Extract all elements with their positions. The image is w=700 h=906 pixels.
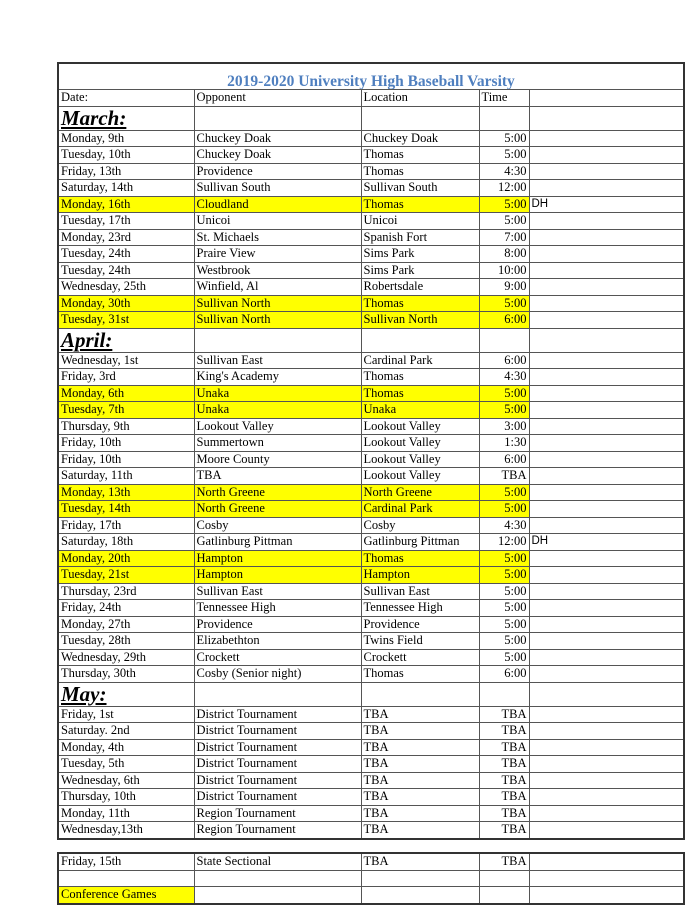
table-row	[58, 649, 684, 666]
game-date: Monday, 27th	[58, 616, 194, 633]
game-date: Thursday, 23rd	[58, 583, 194, 600]
game-location: Thomas	[361, 369, 479, 386]
game-note	[529, 583, 684, 600]
game-opponent: North Greene	[194, 501, 361, 518]
header-notes	[529, 90, 684, 107]
game-opponent: Sullivan North	[194, 295, 361, 312]
table-row	[58, 853, 684, 870]
game-note	[529, 213, 684, 230]
game-time: 5:00	[479, 583, 529, 600]
game-note	[529, 229, 684, 246]
table-row	[58, 130, 684, 147]
game-time: TBA	[479, 723, 529, 740]
game-location: TBA	[361, 756, 479, 773]
game-note	[529, 435, 684, 452]
game-opponent: Unaka	[194, 402, 361, 419]
game-note	[529, 501, 684, 518]
header-time: Time	[479, 90, 529, 107]
game-opponent: King's Academy	[194, 369, 361, 386]
game-date: Saturday, 18th	[58, 534, 194, 551]
game-opponent: Providence	[194, 163, 361, 180]
game-time: TBA	[479, 739, 529, 756]
game-opponent: District Tournament	[194, 772, 361, 789]
game-opponent: Unaka	[194, 385, 361, 402]
game-note	[529, 649, 684, 666]
game-date: Monday, 30th	[58, 295, 194, 312]
game-note	[529, 484, 684, 501]
table-row	[58, 666, 684, 683]
table-row	[58, 402, 684, 419]
game-note	[529, 550, 684, 567]
game-date: Monday, 13th	[58, 484, 194, 501]
game-date: Tuesday, 31st	[58, 312, 194, 329]
game-time: 5:00	[479, 633, 529, 650]
game-opponent: Westbrook	[194, 262, 361, 279]
game-location: Spanish Fort	[361, 229, 479, 246]
game-opponent: Chuckey Doak	[194, 147, 361, 164]
game-note	[529, 385, 684, 402]
game-opponent: Sullivan North	[194, 312, 361, 329]
game-time: 5:00	[479, 402, 529, 419]
game-opponent: District Tournament	[194, 756, 361, 773]
game-location: Chuckey Doak	[361, 130, 479, 147]
game-time: 9:00	[479, 279, 529, 296]
game-time: 3:00	[479, 418, 529, 435]
game-time: 5:00	[479, 196, 529, 213]
game-date: Tuesday, 24th	[58, 246, 194, 263]
table-row	[58, 468, 684, 485]
game-opponent: Hampton	[194, 550, 361, 567]
game-date: Thursday, 9th	[58, 418, 194, 435]
game-date: Thursday, 10th	[58, 789, 194, 806]
table-row	[58, 213, 684, 230]
game-time: 8:00	[479, 246, 529, 263]
table-row	[58, 583, 684, 600]
game-note	[529, 853, 684, 870]
game-time: 5:00	[479, 550, 529, 567]
game-opponent: Winfield, Al	[194, 279, 361, 296]
table-row	[58, 789, 684, 806]
table-row	[58, 805, 684, 822]
game-note	[529, 468, 684, 485]
game-note: DH	[529, 196, 684, 213]
game-note	[529, 517, 684, 534]
game-location: Thomas	[361, 385, 479, 402]
game-date: Monday, 20th	[58, 550, 194, 567]
table-row	[58, 229, 684, 246]
game-note	[529, 772, 684, 789]
game-note: DH	[529, 534, 684, 551]
game-time: 5:00	[479, 295, 529, 312]
table-row	[58, 756, 684, 773]
game-time: 4:30	[479, 517, 529, 534]
game-location: Robertsdale	[361, 279, 479, 296]
game-opponent: St. Michaels	[194, 229, 361, 246]
game-date: Friday, 10th	[58, 435, 194, 452]
game-note	[529, 600, 684, 617]
game-location: Thomas	[361, 666, 479, 683]
game-note	[529, 706, 684, 723]
game-location: Unicoi	[361, 213, 479, 230]
game-opponent: Sullivan East	[194, 583, 361, 600]
game-opponent: TBA	[194, 468, 361, 485]
game-opponent: Sullivan South	[194, 180, 361, 197]
month-row	[58, 106, 684, 130]
game-time: 5:00	[479, 567, 529, 584]
game-time: 5:00	[479, 649, 529, 666]
game-time: 5:00	[479, 501, 529, 518]
table-row	[58, 369, 684, 386]
game-date: Tuesday, 17th	[58, 213, 194, 230]
game-time: 6:00	[479, 451, 529, 468]
game-date: Monday, 6th	[58, 385, 194, 402]
table-row	[58, 772, 684, 789]
game-location: Sims Park	[361, 246, 479, 263]
game-note	[529, 567, 684, 584]
game-note	[529, 789, 684, 806]
game-date: Friday, 15th	[58, 853, 194, 870]
game-time: 4:30	[479, 369, 529, 386]
game-date: Monday, 4th	[58, 739, 194, 756]
game-location: TBA	[361, 772, 479, 789]
game-date: Monday, 9th	[58, 130, 194, 147]
game-opponent: North Greene	[194, 484, 361, 501]
game-time: 5:00	[479, 385, 529, 402]
month-heading: May:	[58, 682, 194, 706]
game-date: Tuesday, 24th	[58, 262, 194, 279]
game-location: Lookout Valley	[361, 435, 479, 452]
game-note	[529, 402, 684, 419]
game-time: 10:00	[479, 262, 529, 279]
game-time: TBA	[479, 789, 529, 806]
game-note	[529, 451, 684, 468]
game-location: Sims Park	[361, 262, 479, 279]
game-note	[529, 805, 684, 822]
game-date: Monday, 16th	[58, 196, 194, 213]
game-opponent: Region Tournament	[194, 822, 361, 839]
month-row	[58, 328, 684, 352]
game-date: Wednesday, 25th	[58, 279, 194, 296]
table-row	[58, 501, 684, 518]
table-row	[58, 147, 684, 164]
game-note	[529, 352, 684, 369]
game-opponent: Elizabethton	[194, 633, 361, 650]
game-date: Friday, 17th	[58, 517, 194, 534]
table-row	[58, 550, 684, 567]
game-time: TBA	[479, 706, 529, 723]
month-heading: March:	[58, 106, 194, 130]
table-row	[58, 180, 684, 197]
game-location: Twins Field	[361, 633, 479, 650]
schedule-title: 2019-2020 University High Baseball Varsity	[58, 63, 684, 90]
table-row	[58, 196, 684, 213]
game-location: Sullivan South	[361, 180, 479, 197]
table-row	[58, 246, 684, 263]
game-date: Friday, 24th	[58, 600, 194, 617]
table-row	[58, 262, 684, 279]
table-row	[58, 279, 684, 296]
game-note	[529, 616, 684, 633]
game-date: Wednesday, 29th	[58, 649, 194, 666]
table-row	[58, 418, 684, 435]
game-date: Wednesday,13th	[58, 822, 194, 839]
game-opponent: State Sectional	[194, 853, 361, 870]
table-row	[58, 567, 684, 584]
game-location: Thomas	[361, 295, 479, 312]
game-note	[529, 312, 684, 329]
game-opponent: Cosby (Senior night)	[194, 666, 361, 683]
table-row	[58, 706, 684, 723]
table-row	[58, 723, 684, 740]
game-location: Crockett	[361, 649, 479, 666]
table-row	[58, 295, 684, 312]
game-location: Lookout Valley	[361, 418, 479, 435]
table-row	[58, 633, 684, 650]
game-location: Sullivan East	[361, 583, 479, 600]
header-row	[58, 90, 684, 107]
game-date: Tuesday, 5th	[58, 756, 194, 773]
game-location: TBA	[361, 789, 479, 806]
game-opponent: Lookout Valley	[194, 418, 361, 435]
game-time: 6:00	[479, 666, 529, 683]
game-date: Tuesday, 7th	[58, 402, 194, 419]
game-location: TBA	[361, 706, 479, 723]
game-note	[529, 130, 684, 147]
legend-row	[58, 887, 684, 904]
game-note	[529, 180, 684, 197]
game-time: 5:00	[479, 616, 529, 633]
game-date: Friday, 10th	[58, 451, 194, 468]
game-location: North Greene	[361, 484, 479, 501]
game-opponent: Providence	[194, 616, 361, 633]
game-note	[529, 666, 684, 683]
game-date: Friday, 1st	[58, 706, 194, 723]
game-note	[529, 633, 684, 650]
game-location: Unaka	[361, 402, 479, 419]
conference-legend: Conference Games	[58, 887, 194, 904]
table-row	[58, 517, 684, 534]
game-time: 5:00	[479, 213, 529, 230]
game-note	[529, 369, 684, 386]
final-table	[57, 852, 685, 905]
game-time: TBA	[479, 772, 529, 789]
game-note	[529, 822, 684, 839]
game-opponent: Cloudland	[194, 196, 361, 213]
game-opponent: District Tournament	[194, 723, 361, 740]
game-time: 5:00	[479, 130, 529, 147]
game-time: 5:00	[479, 484, 529, 501]
table-row	[58, 822, 684, 839]
game-opponent: Region Tournament	[194, 805, 361, 822]
game-time: 1:30	[479, 435, 529, 452]
game-time: TBA	[479, 468, 529, 485]
game-note	[529, 295, 684, 312]
game-location: Tennessee High	[361, 600, 479, 617]
game-date: Tuesday, 14th	[58, 501, 194, 518]
game-opponent: Moore County	[194, 451, 361, 468]
game-note	[529, 163, 684, 180]
game-date: Tuesday, 28th	[58, 633, 194, 650]
game-date: Saturday, 11th	[58, 468, 194, 485]
month-heading: April:	[58, 328, 194, 352]
game-opponent: Chuckey Doak	[194, 130, 361, 147]
table-row	[58, 484, 684, 501]
game-date: Tuesday, 21st	[58, 567, 194, 584]
game-date: Monday, 23rd	[58, 229, 194, 246]
game-time: 5:00	[479, 147, 529, 164]
table-row	[58, 739, 684, 756]
game-location: TBA	[361, 739, 479, 756]
game-date: Monday, 11th	[58, 805, 194, 822]
game-location: Thomas	[361, 147, 479, 164]
game-date: Friday, 13th	[58, 163, 194, 180]
month-row	[58, 682, 684, 706]
game-location: Thomas	[361, 550, 479, 567]
game-opponent: Gatlinburg Pittman	[194, 534, 361, 551]
game-note	[529, 723, 684, 740]
game-time: 12:00	[479, 180, 529, 197]
table-row	[58, 534, 684, 551]
table-row	[58, 435, 684, 452]
table-row	[58, 163, 684, 180]
game-location: TBA	[361, 723, 479, 740]
game-date: Wednesday, 1st	[58, 352, 194, 369]
game-time: 4:30	[479, 163, 529, 180]
game-opponent: Cosby	[194, 517, 361, 534]
game-opponent: Hampton	[194, 567, 361, 584]
game-opponent: District Tournament	[194, 789, 361, 806]
game-note	[529, 756, 684, 773]
schedule-table	[57, 62, 685, 840]
empty-row	[58, 870, 684, 887]
game-time: TBA	[479, 822, 529, 839]
game-note	[529, 147, 684, 164]
header-date: Date:	[58, 90, 194, 107]
game-opponent: District Tournament	[194, 706, 361, 723]
game-opponent: Tennessee High	[194, 600, 361, 617]
table-row	[58, 312, 684, 329]
game-location: Cardinal Park	[361, 352, 479, 369]
game-date: Wednesday, 6th	[58, 772, 194, 789]
table-row	[58, 352, 684, 369]
game-time: TBA	[479, 756, 529, 773]
game-date: Tuesday, 10th	[58, 147, 194, 164]
game-location: Gatlinburg Pittman	[361, 534, 479, 551]
game-location: Cosby	[361, 517, 479, 534]
game-location: Hampton	[361, 567, 479, 584]
game-location: Providence	[361, 616, 479, 633]
game-location: TBA	[361, 805, 479, 822]
header-location: Location	[361, 90, 479, 107]
header-opponent: Opponent	[194, 90, 361, 107]
game-time: 6:00	[479, 312, 529, 329]
game-date: Thursday, 30th	[58, 666, 194, 683]
game-date: Saturday. 2nd	[58, 723, 194, 740]
game-time: 7:00	[479, 229, 529, 246]
game-note	[529, 246, 684, 263]
table-row	[58, 616, 684, 633]
game-note	[529, 739, 684, 756]
game-opponent: Sullivan East	[194, 352, 361, 369]
game-location: Lookout Valley	[361, 468, 479, 485]
game-note	[529, 279, 684, 296]
game-opponent: District Tournament	[194, 739, 361, 756]
game-time: 5:00	[479, 600, 529, 617]
game-location: Thomas	[361, 163, 479, 180]
game-time: TBA	[479, 805, 529, 822]
table-row	[58, 600, 684, 617]
table-row	[58, 385, 684, 402]
game-time: 12:00	[479, 534, 529, 551]
game-location: Lookout Valley	[361, 451, 479, 468]
game-date: Friday, 3rd	[58, 369, 194, 386]
game-location: TBA	[361, 853, 479, 870]
game-note	[529, 262, 684, 279]
game-opponent: Crockett	[194, 649, 361, 666]
game-note	[529, 418, 684, 435]
game-location: TBA	[361, 822, 479, 839]
game-opponent: Unicoi	[194, 213, 361, 230]
game-location: Cardinal Park	[361, 501, 479, 518]
game-location: Thomas	[361, 196, 479, 213]
game-time: TBA	[479, 853, 529, 870]
game-date: Saturday, 14th	[58, 180, 194, 197]
table-row	[58, 451, 684, 468]
game-opponent: Praire View	[194, 246, 361, 263]
game-time: 6:00	[479, 352, 529, 369]
game-opponent: Summertown	[194, 435, 361, 452]
game-location: Sullivan North	[361, 312, 479, 329]
